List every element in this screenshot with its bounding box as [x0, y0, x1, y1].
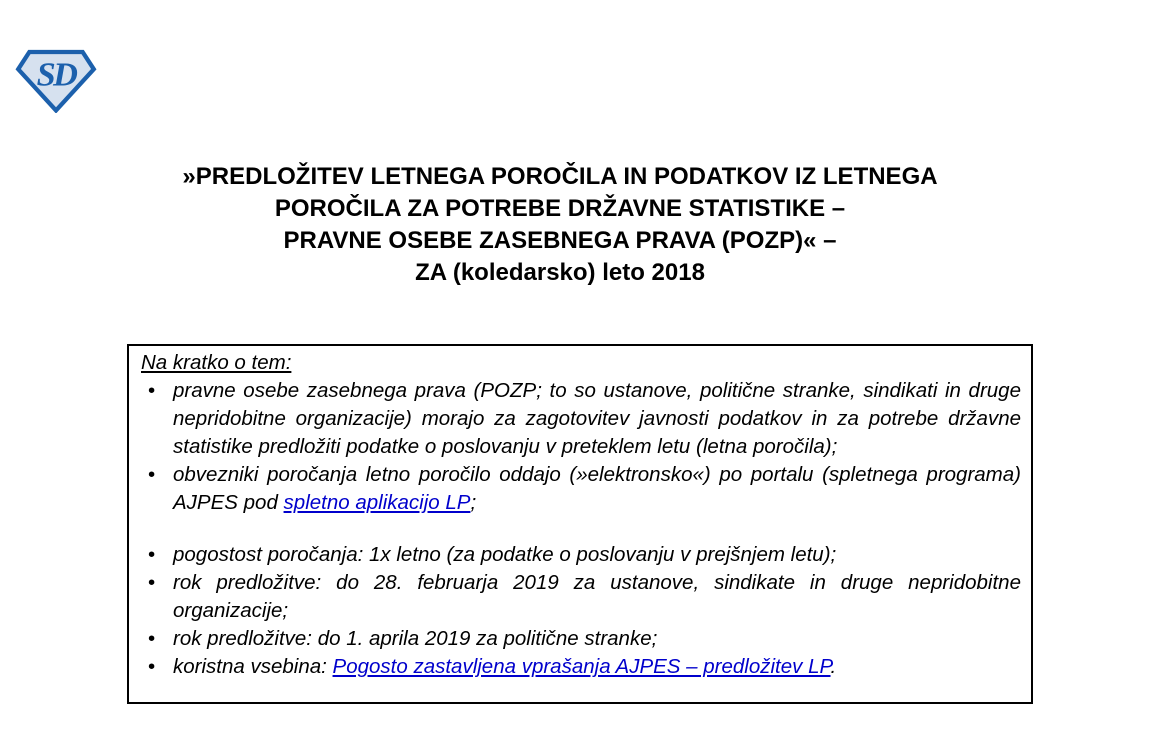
page-title	[100, 161, 1020, 289]
list-item	[141, 377, 1021, 461]
bullet-text: pogostost poročanja: 1x letno (za podatke o poslovanju v prejšnjem letu);	[173, 543, 837, 566]
sd-logo-graphic	[13, 46, 99, 113]
bullet-text: obvezniki poročanja letno poročilo oddajo (»elektronsko«) po portalu (spletnega programa) AJPES pod	[173, 463, 1021, 514]
list-item	[141, 541, 1021, 569]
list-item	[141, 569, 1021, 625]
bullet-text: koristna vsebina:	[173, 655, 333, 678]
title-line-3: PRAVNE OSEBE ZASEBNEGA PRAVA (POZP)« –	[283, 227, 837, 254]
list-item	[141, 461, 1021, 517]
sd-logo	[13, 46, 99, 113]
bullet-text: rok predložitve: do 1. aprila 2019 za politične stranke;	[173, 627, 658, 650]
bullet-text: ;	[470, 491, 477, 514]
title-line-4: ZA (koledarsko) leto 2018	[415, 259, 705, 286]
bullet-text: rok predložitve: do 28. februarja 2019 za ustanove, sindikate in druge nepridobitne organizacije;	[173, 571, 1021, 622]
link-pogosto-zastavljena-vprasanja[interactable]: Pogosto zastavljena vprašanja AJPES – predložitev LP	[332, 655, 831, 678]
bullet-text: .	[830, 655, 837, 678]
summary-bullet-list	[141, 377, 1021, 681]
summary-heading: Na kratko o tem:	[141, 351, 292, 374]
list-item	[141, 625, 1021, 653]
bullet-text: pravne osebe zasebnega prava (POZP; to so ustanove, politične stranke, sindikati in druge nepridobitne organizacije) morajo za zagotovitev javnosti podatkov in za potrebe državne statistike predložiti podatke o poslovanju v preteklem letu (letna poročila);	[173, 379, 1021, 458]
title-line-1: »PREDLOŽITEV LETNEGA POROČILA IN PODATKOV IZ LETNEGA	[182, 163, 938, 190]
summary-box	[127, 344, 1033, 704]
list-item	[141, 653, 1021, 681]
title-line-2: POROČILA ZA POTREBE DRŽAVNE STATISTIKE –	[274, 195, 846, 222]
link-spletna-aplikacija-lp[interactable]: spletno aplikacijo LP	[283, 491, 471, 514]
logo-letters: SD	[36, 55, 76, 94]
